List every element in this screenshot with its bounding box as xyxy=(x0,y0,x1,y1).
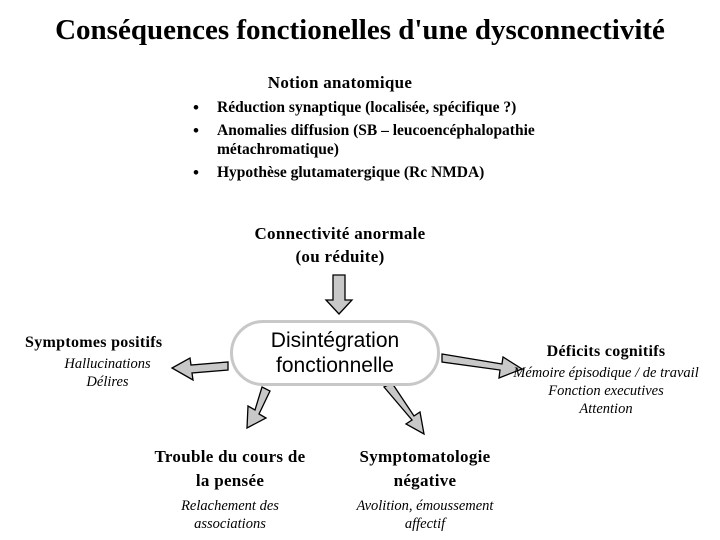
thought-disorder-heading xyxy=(135,445,325,493)
arrow-down-left-icon xyxy=(247,387,270,428)
negative-symptoms-group xyxy=(330,445,520,533)
notion-anatomique-heading: Notion anatomique xyxy=(267,73,413,92)
arrow-down-icon xyxy=(326,275,352,314)
connectivity-line-1: Connectivité anormale xyxy=(254,224,426,243)
bullet-text: Réduction synaptique (localisée, spécifique ?) xyxy=(217,99,517,116)
cognitive-deficits-heading: Déficits cognitifs xyxy=(546,343,666,360)
list-item: Relachement des xyxy=(181,498,279,514)
negative-symptoms-list xyxy=(330,497,520,533)
center-line-1: Disintégration xyxy=(270,329,400,352)
positive-symptoms-heading: Symptomes positifs xyxy=(25,334,163,351)
thought-disorder-list xyxy=(135,497,325,533)
negative-symptoms-heading xyxy=(330,445,520,493)
thought-disorder-group xyxy=(135,445,325,533)
list-item: Fonction executives xyxy=(548,383,664,399)
bullet-icon: • xyxy=(193,163,199,182)
list-item: associations xyxy=(194,516,266,532)
bullet-icon: • xyxy=(193,98,199,117)
negative-line-1: Symptomatologie xyxy=(359,447,491,466)
cognitive-deficits-group xyxy=(500,343,712,418)
bullet-text: Anomalies diffusion (SB – leucoencéphalopathie métachromatique) xyxy=(217,122,535,158)
list-item: Attention xyxy=(579,401,633,417)
list-item: Mémoire épisodique / de travail xyxy=(513,365,699,381)
list-item: Hallucinations xyxy=(64,356,151,372)
negative-line-2: négative xyxy=(393,471,457,490)
disintegration-box xyxy=(230,320,440,386)
list-item: affectif xyxy=(404,516,446,532)
center-line-2: fonctionnelle xyxy=(276,354,394,377)
bullet-icon: • xyxy=(193,121,199,140)
thought-line-2: la pensée xyxy=(195,471,265,490)
positive-symptoms-group xyxy=(25,334,205,391)
thought-line-1: Trouble du cours de xyxy=(154,447,306,466)
page-title: Conséquences fonctionelles d'une dysconnectivité xyxy=(55,14,665,46)
cognitive-deficits-list xyxy=(500,364,712,418)
arrow-down-right-icon xyxy=(384,383,424,434)
bullet-text: Hypothèse glutamatergique (Rc NMDA) xyxy=(217,164,485,181)
list-item: Délires xyxy=(86,374,129,390)
list-item: Avolition, émoussement xyxy=(356,498,494,514)
connectivity-line-2: (ou réduite) xyxy=(295,247,385,266)
positive-symptoms-list xyxy=(25,355,190,391)
